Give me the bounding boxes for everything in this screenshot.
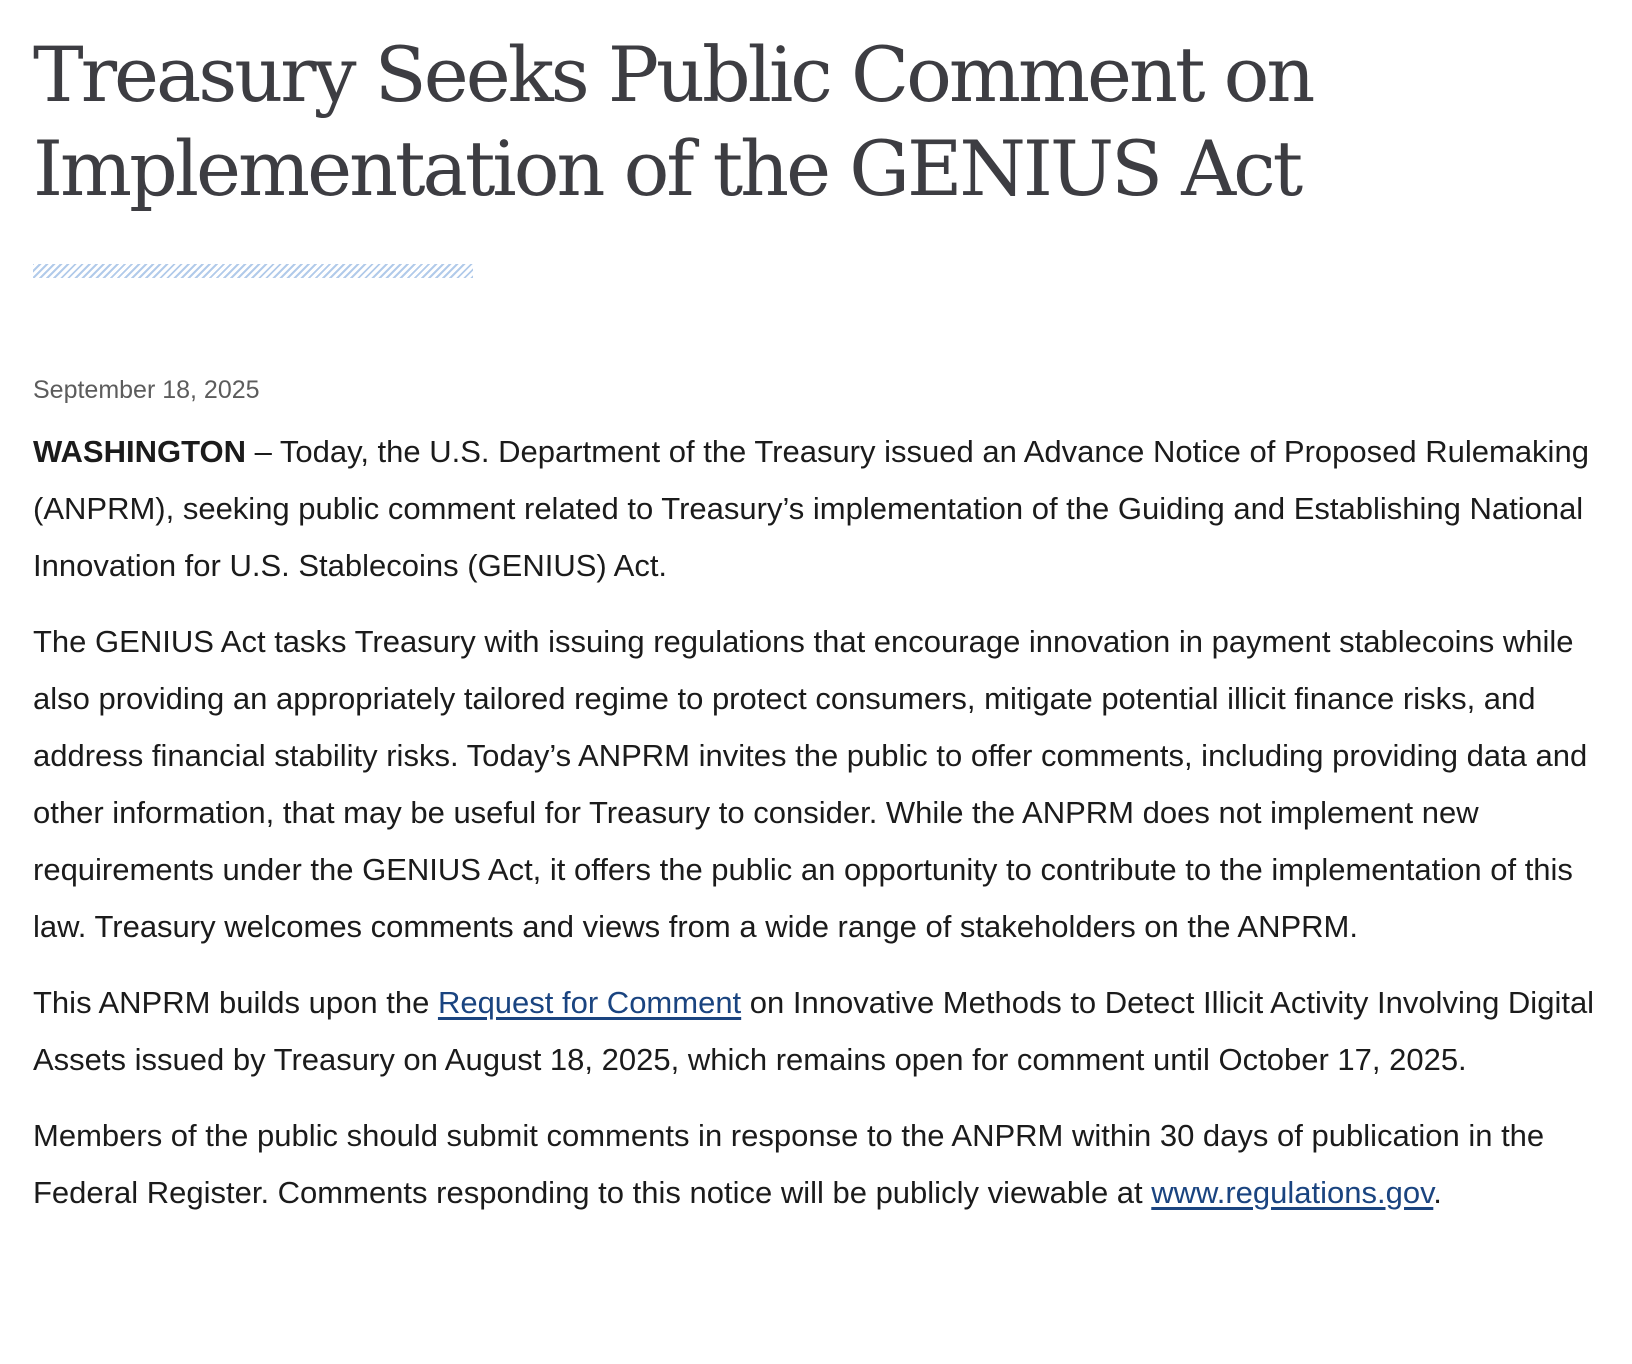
paragraph-submission-before: Members of the public should submit comments in response to the ANPRM within 30 days of publication in the Federal Register. Comments responding to this notice will be publicly viewable at <box>33 1118 1545 1210</box>
paragraph-rfc <box>33 974 1623 1088</box>
paragraph-intro-text: – Today, the U.S. Department of the Treasury issued an Advance Notice of Proposed Rulemaking (ANPRM), seeking public comment related to Treasury’s implementation of the Guiding and Establishing National Innovation for U.S. Stablecoins (GENIUS) Act. <box>33 434 1589 583</box>
paragraph-intro <box>33 423 1623 594</box>
title-divider <box>33 264 473 278</box>
regulations-gov-link[interactable]: www.regulations.gov <box>1151 1175 1434 1210</box>
dateline: WASHINGTON <box>33 434 246 469</box>
paragraph-mandate: The GENIUS Act tasks Treasury with issuing regulations that encourage innovation in payment stablecoins while also providing an appropriately tailored regime to protect consumers, mitigate potential illicit finance risks, and address financial stability risks. Today’s ANPRM invites the public to offer comments, including providing data and other information, that may be useful for Treasury to consider. While the ANPRM does not implement new requirements under the GENIUS Act, it offers the public an opportunity to contribute to the implementation of this law. Treasury welcomes comments and views from a wide range of stakeholders on the ANPRM. <box>33 624 1588 944</box>
request-for-comment-link[interactable]: Request for Comment <box>437 985 742 1020</box>
paragraph-submission <box>33 1107 1623 1221</box>
page-title: Treasury Seeks Public Comment on Implementation of the GENIUS Act <box>33 30 1313 213</box>
publish-date: September 18, 2025 <box>33 376 260 404</box>
press-release-article <box>33 28 1623 1221</box>
paragraph-rfc-after: on Innovative Methods to Detect Illicit Activity Involving Digital Assets issued by Treasury on August 18, 2025, which remains open for comment until October 17, 2025. <box>33 985 1595 1077</box>
paragraph-rfc-before: This ANPRM builds upon the <box>33 985 438 1020</box>
paragraph-submission-after: . <box>1433 1175 1442 1210</box>
